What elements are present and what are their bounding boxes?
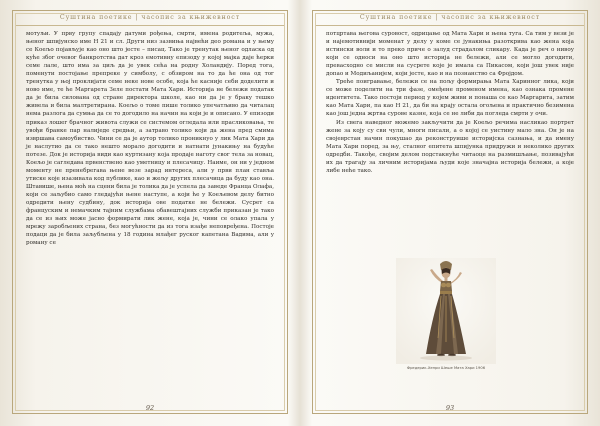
header-divider bbox=[16, 25, 284, 26]
paragraph: Треће поигравање, бележи се на пољу формирања Мата Харинног лика, који се може поделити на три фазе, омеђене променом имена, као ознака промене идентитета. Тако постоји период у којем живи и понаша се као Маргарита, затим као Мата Хари, па као Н 21, да би на крају остала огољена и практично безимена као још једна жртва сурове казне, која се не либи да погледа смрти у очи. bbox=[326, 79, 574, 118]
right-page bbox=[300, 0, 600, 426]
running-header: Суштина поетике | часопис за књижевност bbox=[59, 14, 241, 21]
header-divider bbox=[316, 25, 584, 26]
page-number: 93 bbox=[445, 404, 455, 412]
body-text bbox=[326, 30, 574, 175]
mata-hari-photo bbox=[396, 258, 496, 364]
paragraph: потцртава његова суровост, одрицање од Мата Хари и њена туга. Са тим у вези је и најемотивнији моменат у делу у коме се јунакиња разоткрива као жена која истински воли и то преко приче о залуд страдалом сликару. Када је реч о нивоу који се односи на оно што историја не бележи, али се могло догодити, превасходно се мисли на сусрете које је имала са Пикасом, који још увек није допао и Модиљанијем, који јесте, као и на познанство са Фројдом. bbox=[326, 31, 574, 78]
paragraph: Из свега наведног можемо закључити да је Коељо речима насликао портрет жене за коју су сви чули, многи писали, а о којој се уистину мало зна. Он је на својеврстан начин покушао да реконструише историјска сазнања, и да имену Мата Хари поред, за њу, сталног епитета шпијунка придружи и неколико других одредби. Такође, својим делом подстакнуће читаоце на размишљање, позивајући их да трагају за личним историјама људи које значајна историја бележи, а које либе неће тако. bbox=[326, 119, 574, 174]
running-header: Суштина поетике | часопис за књижевност bbox=[359, 14, 541, 21]
page-number: 92 bbox=[145, 404, 155, 412]
body-text bbox=[26, 30, 274, 247]
figure-caption: Фредерик-Хенри Шеше Мата Хари 1906 bbox=[406, 366, 486, 370]
paragraph: мотуљи. У прву групу спадају датуми рођења, смрти, имена родитеља, мужа, њеног шпијунско име Н 21 и сл. Други низ зазвиња највећи део романа и у њему се Коељо појављује као оно што јесте – писац. Тако је тренутак њеног одласка од куће због очевог банкротства дат кроз емотивну епизоду у којој мајка даје ћерки семе лале, што има за циљ да је увек сећа на родну Холандију. Поред тога, поменути постојање препреке у симболу, с обзиром на то да ће она од тог тренутка у њој проклијати семе неке нове особе, која ће касније себи доделити и ново име, те ће Маргарета Зеле постати Мата Хари. Историја не бележи податак да је била силована од стране директора школе, као ни да је у браку тешко живела и била малтретирана. Коељо о томе пише толико упечатљиво да читалац нема разлога да сумња да се то догодило на начин на који је и описано. У епизоди приказ лошег брачног живота служи се системом огледала или прасликовања, те увођи бранке пар налиједе средњи, а затраво толико који да жена пред смима извршава самоубиство. Чини се да је аутор толико проникнуо у лик Мата Хари да је наслутио да се тако нешто морало догодити и натнати јунакињу на будуће потезе. Док је историја види као куртизану која продаје наготу свог тела за новац, Коељо је сагледава првенствено као уметницу и плесачицу. Наиме, он ни у једном моменту не пренебрегава њене везе зарад интереса, али у први план ставља утиске које изазивала код публике, као и жељу других плесачица да буду као она. Штавише, њена моћ на сцени била је толика да је успела да заведе Франца Олафа, који се заљубио само гледајући њене наступе, а који ће у Коељевом делу битно одредити њену судбину, док историја ове податке не бележи. Сусрет са француским и немачким тајним службама обавештајних служби приказан је тако да се из њих може јасно формирати лик жене, која је, чини се олако упала у мрежу заробљених страна, без могућности да из тога изађе неповређена. Постоје подаци да је била заљубљена у 18 година млађег руског капетана Вадима, али у роману се bbox=[26, 31, 274, 247]
